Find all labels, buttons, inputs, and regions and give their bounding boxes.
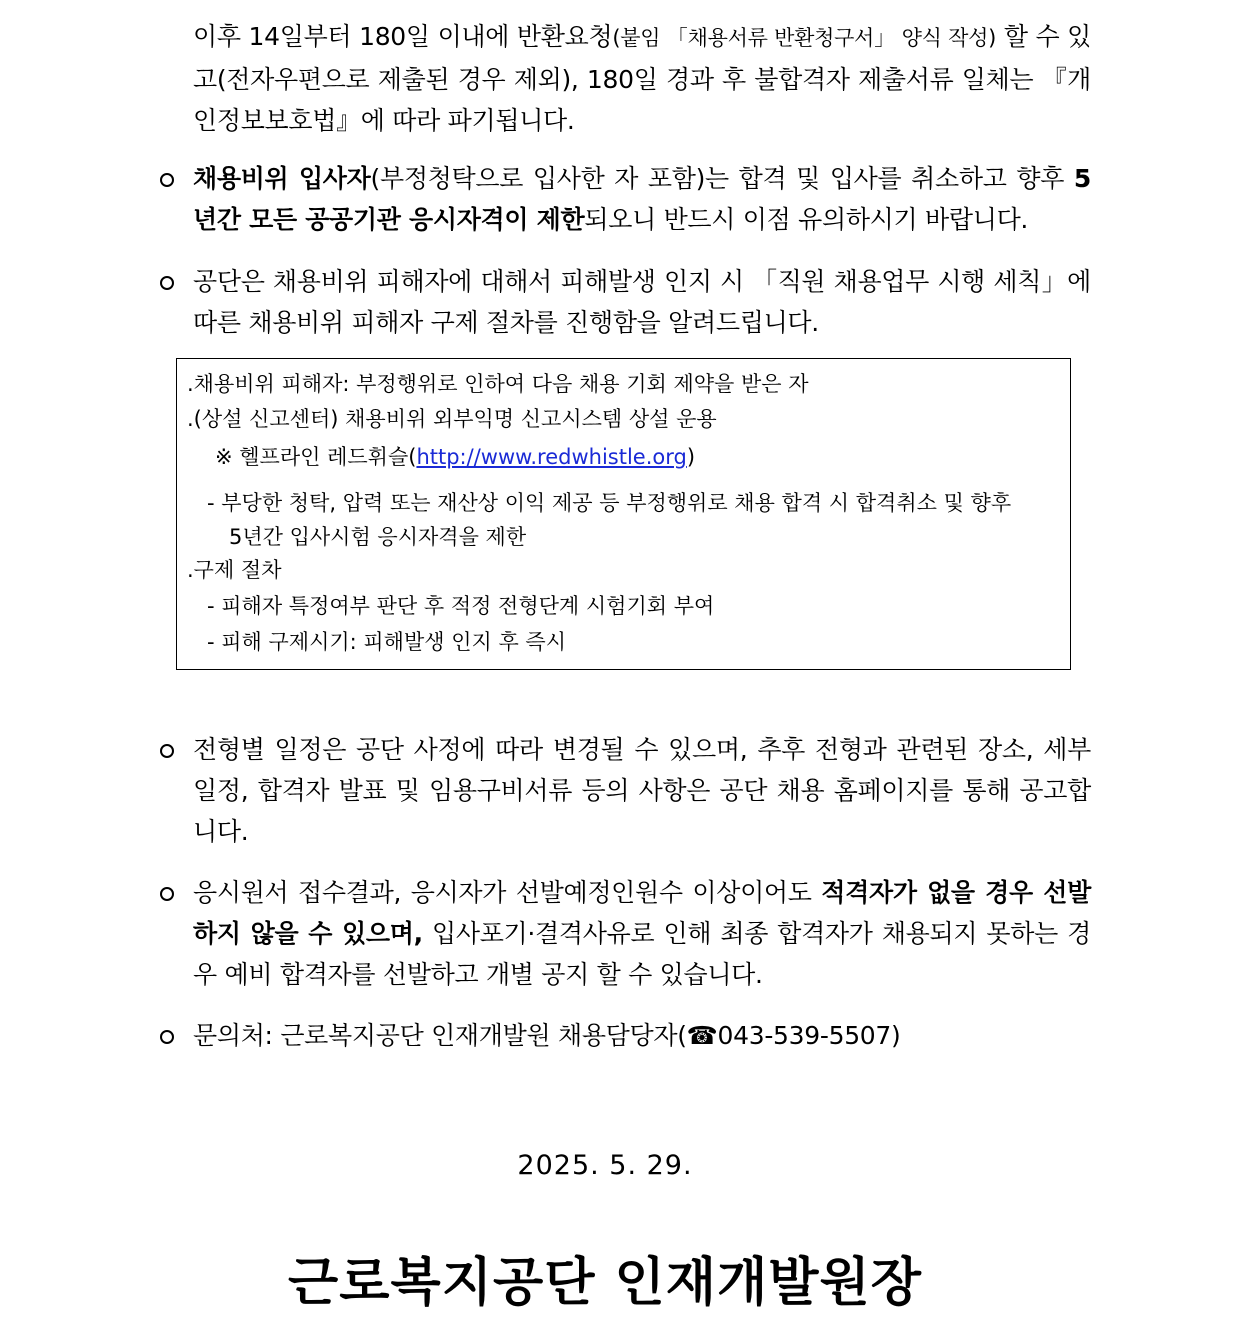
contact-paragraph: 문의처: 근로복지공단 인재개발원 채용담당자(☎043-539-5507)	[193, 1021, 901, 1050]
bullet-circle	[160, 887, 174, 901]
bullet-circle	[160, 173, 174, 187]
notice-date: 2025. 5. 29.	[517, 1150, 693, 1181]
box-line: .(상설 신고센터) 채용비위 외부익명 신고시스템 상설 운용	[187, 407, 717, 431]
selection-paragraph: 응시원서 접수결과, 응시자가 선발예정인원수 이상이어도 적격자가 없을 경우 선발하지 않을 수 있으며, 입사포기·결격사유로 인해 최종 합격자가 채용되지 못하는 경우 예비 합격자를 선발하고 개별 공지 할 수 있습니다.	[193, 878, 1091, 989]
box-line: - 피해 구제시기: 피해발생 인지 후 즉시	[207, 630, 566, 654]
victim-relief-box	[176, 358, 1071, 670]
bullet-circle	[160, 744, 174, 758]
return-request-paragraph: 이후 14일부터 180일 이내에 반환요청(붙임 「채용서류 반환청구서」 양식 작성) 할 수 있고(전자우편으로 제출된 경우 제외), 180일 경과 후 불합격자 제출서류 일체는 『개인정보보호법』에 따라 파기됩니다.	[193, 22, 1091, 135]
signatory: 근로복지공단 인재개발원장	[288, 1253, 922, 1313]
box-line: .구제 절차	[187, 558, 282, 582]
victim-relief-paragraph: 공단은 채용비위 피해자에 대해서 피해발생 인지 시 「직원 채용업무 시행 세칙」에 따른 채용비위 피해자 구제 절차를 진행함을 알려드립니다.	[193, 267, 1091, 337]
box-line: 5년간 입사시험 응시자격을 제한	[229, 525, 527, 549]
bullet-circle	[160, 1030, 174, 1044]
box-line: - 부당한 청탁, 압력 또는 재산상 이익 제공 등 부정행위로 채용 합격 시 합격취소 및 향후	[207, 491, 1012, 515]
hiring-fraud-paragraph: 채용비위 입사자(부정청탁으로 입사한 자 포함)는 합격 및 입사를 취소하고 향후 5년간 모든 공공기관 응시자격이 제한되오니 반드시 이점 유의하시기 바랍니다.	[193, 164, 1091, 234]
redwhistle-link[interactable]: http://www.redwhistle.org	[416, 445, 687, 469]
box-line: .채용비위 피해자: 부정행위로 인하여 다음 채용 기회 제약을 받은 자	[187, 372, 809, 396]
schedule-paragraph: 전형별 일정은 공단 사정에 따라 변경될 수 있으며, 추후 전형과 관련된 장소, 세부 일정, 합격자 발표 및 임용구비서류 등의 사항은 공단 채용 홈페이지를 통해 공고합니다.	[193, 735, 1091, 846]
helpline-line: ※ 헬프라인 레드휘슬(http://www.redwhistle.org)	[215, 445, 696, 469]
box-line: - 피해자 특정여부 판단 후 적정 전형단계 시험기회 부여	[207, 594, 715, 618]
bullet-circle	[160, 276, 174, 290]
